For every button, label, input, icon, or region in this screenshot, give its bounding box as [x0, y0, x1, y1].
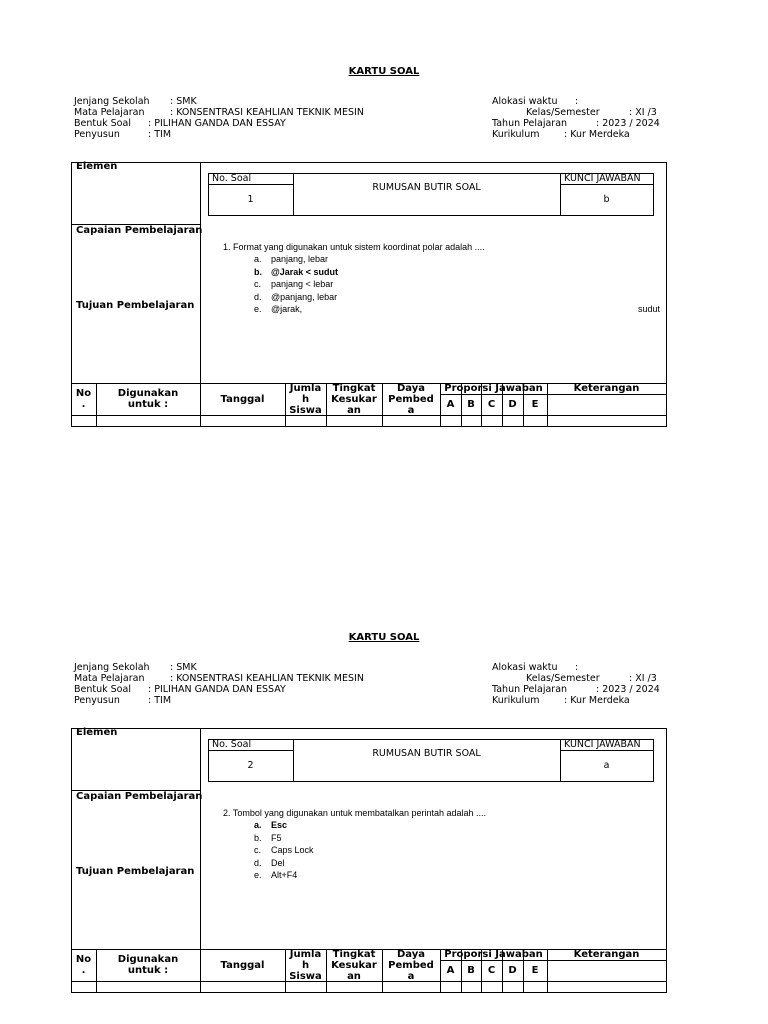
jenjang-value: : SMK — [170, 662, 197, 673]
footer-jumlah: Jumla h Siswa — [289, 383, 322, 416]
elemen-label: Elemen — [76, 727, 118, 738]
option-text: Del — [271, 857, 285, 868]
kelas-value: : XI /3 — [629, 107, 657, 118]
kurikulum-label: Kurikulum — [492, 695, 540, 706]
rumusan-label: RUMUSAN BUTIR SOAL — [372, 182, 481, 193]
bentuk-value: : PILIHAN GANDA DAN ESSAY — [148, 684, 286, 695]
footer-letter: D — [508, 399, 517, 410]
question-text: 1. Format yang digunakan untuk sistem koordinat polar adalah .... — [223, 242, 485, 252]
question-text: 2. Tombol yang digunakan untuk membatalkan perintah adalah .... — [223, 808, 487, 818]
option-letter: c. — [254, 845, 262, 855]
alokasi-label: Alokasi waktu — [492, 96, 558, 107]
penyusun-value: : TIM — [148, 129, 172, 140]
footer-letter: A — [446, 965, 455, 976]
rumusan-label: RUMUSAN BUTIR SOAL — [372, 748, 481, 759]
penyusun-label: Penyusun — [74, 695, 120, 706]
footer-daya: Daya Pembed a — [388, 949, 434, 982]
no-soal-value: 1 — [247, 194, 254, 205]
rule-line — [200, 728, 201, 993]
kartu-soal-card — [0, 566, 768, 1006]
footer-tingkat: Tingkat Kesukar an — [331, 383, 377, 416]
rule-line — [208, 184, 293, 185]
option-text: Esc — [271, 820, 288, 830]
rule-line — [71, 728, 667, 729]
option-text: @Jarak < sudut — [271, 266, 339, 277]
rule-line — [560, 184, 654, 185]
rule-line — [440, 394, 667, 395]
alokasi-value: : — [575, 96, 579, 107]
footer-no: No . — [75, 388, 92, 410]
option-text: Alt+F4 — [271, 870, 298, 880]
option-letter: c. — [254, 279, 262, 289]
tujuan-label: Tujuan Pembelajaran — [76, 866, 195, 877]
kelas-value: : XI /3 — [629, 673, 657, 684]
tahun-value: : 2023 / 2024 — [596, 684, 660, 695]
capaian-label: Capaian Pembelajaran — [76, 791, 203, 802]
kunci-value: b — [603, 194, 610, 205]
kunci-label: KUNCI JAWABAN — [564, 739, 641, 750]
no-soal-label: No. Soal — [212, 739, 252, 750]
tahun-value: : 2023 / 2024 — [596, 118, 660, 129]
footer-letter: C — [487, 965, 496, 976]
mapel-label: Mata Pelajaran — [74, 107, 145, 118]
footer-digunakan: Digunakan untuk : — [117, 954, 179, 976]
bentuk-value: : PILIHAN GANDA DAN ESSAY — [148, 118, 286, 129]
footer-daya: Daya Pembed a — [388, 383, 434, 416]
kelas-label: Kelas/Semester — [526, 673, 600, 684]
no-soal-value: 2 — [247, 760, 254, 771]
footer-letter: E — [531, 965, 539, 976]
rule-line — [560, 750, 654, 751]
footer-letter: A — [446, 399, 455, 410]
alokasi-label: Alokasi waktu — [492, 662, 558, 673]
rule-line — [293, 739, 294, 782]
kurikulum-value: : Kur Merdeka — [564, 129, 630, 140]
kurikulum-label: Kurikulum — [492, 129, 540, 140]
footer-letter: D — [508, 965, 517, 976]
footer-letter: B — [467, 965, 475, 976]
option-text: F5 — [271, 832, 282, 843]
mapel-label: Mata Pelajaran — [74, 673, 145, 684]
footer-keterangan: Keterangan — [573, 383, 640, 394]
option-letter: d. — [254, 857, 262, 868]
option-letter: b. — [254, 832, 262, 843]
footer-letter: E — [531, 399, 539, 410]
mapel-value: : KONSENTRASI KEAHLIAN TEKNIK MESIN — [170, 107, 364, 118]
rule-line — [71, 162, 667, 163]
rule-line — [208, 781, 654, 782]
footer-tanggal: Tanggal — [220, 394, 265, 405]
option-letter: e. — [254, 870, 262, 880]
rule-line — [666, 162, 667, 427]
jenjang-label: Jenjang Sekolah — [74, 96, 150, 107]
tujuan-label: Tujuan Pembelajaran — [76, 300, 195, 311]
card-title: KARTU SOAL — [348, 632, 420, 643]
option-letter: d. — [254, 291, 262, 302]
option-text: @jarak, — [271, 304, 303, 314]
footer-jumlah: Jumla h Siswa — [289, 949, 322, 982]
extra-text: sudut — [638, 304, 661, 314]
rule-line — [440, 960, 667, 961]
kunci-value: a — [603, 760, 610, 771]
mapel-value: : KONSENTRASI KEAHLIAN TEKNIK MESIN — [170, 673, 364, 684]
option-letter: e. — [254, 304, 262, 314]
penyusun-value: : TIM — [148, 695, 172, 706]
bentuk-label: Bentuk Soal — [74, 118, 131, 129]
footer-tingkat: Tingkat Kesukar an — [331, 949, 377, 982]
no-soal-label: No. Soal — [212, 173, 252, 184]
jenjang-value: : SMK — [170, 96, 197, 107]
elemen-label: Elemen — [76, 161, 118, 172]
card-title: KARTU SOAL — [348, 66, 420, 77]
footer-proporsi: Proporsi Jawaban — [444, 383, 543, 394]
footer-keterangan: Keterangan — [573, 949, 640, 960]
jenjang-label: Jenjang Sekolah — [74, 662, 150, 673]
option-text: panjang < lebar — [271, 279, 334, 289]
footer-tanggal: Tanggal — [220, 960, 265, 971]
tahun-label: Tahun Pelajaran — [492, 684, 568, 695]
footer-digunakan: Digunakan untuk : — [117, 388, 179, 410]
rule-line — [208, 750, 293, 751]
kartu-soal-card — [0, 0, 768, 440]
rule-line — [293, 173, 294, 216]
tahun-label: Tahun Pelajaran — [492, 118, 568, 129]
rule-line — [653, 173, 654, 216]
kunci-label: KUNCI JAWABAN — [564, 173, 641, 184]
option-letter: a. — [254, 820, 262, 830]
footer-proporsi: Proporsi Jawaban — [444, 949, 543, 960]
option-text: @panjang, lebar — [271, 291, 338, 302]
kelas-label: Kelas/Semester — [526, 107, 600, 118]
kurikulum-value: : Kur Merdeka — [564, 695, 630, 706]
bentuk-label: Bentuk Soal — [74, 684, 131, 695]
option-letter: b. — [254, 266, 262, 277]
rule-line — [208, 215, 654, 216]
capaian-label: Capaian Pembelajaran — [76, 225, 203, 236]
rule-line — [71, 426, 667, 427]
rule-line — [653, 739, 654, 782]
alokasi-value: : — [575, 662, 579, 673]
option-text: panjang, lebar — [271, 254, 329, 264]
rule-line — [666, 728, 667, 993]
option-letter: a. — [254, 254, 262, 264]
footer-letter: C — [487, 399, 496, 410]
footer-letter: B — [467, 399, 475, 410]
rule-line — [200, 162, 201, 427]
penyusun-label: Penyusun — [74, 129, 120, 140]
rule-line — [71, 992, 667, 993]
footer-no: No . — [75, 954, 92, 976]
option-text: Caps Lock — [271, 845, 314, 855]
